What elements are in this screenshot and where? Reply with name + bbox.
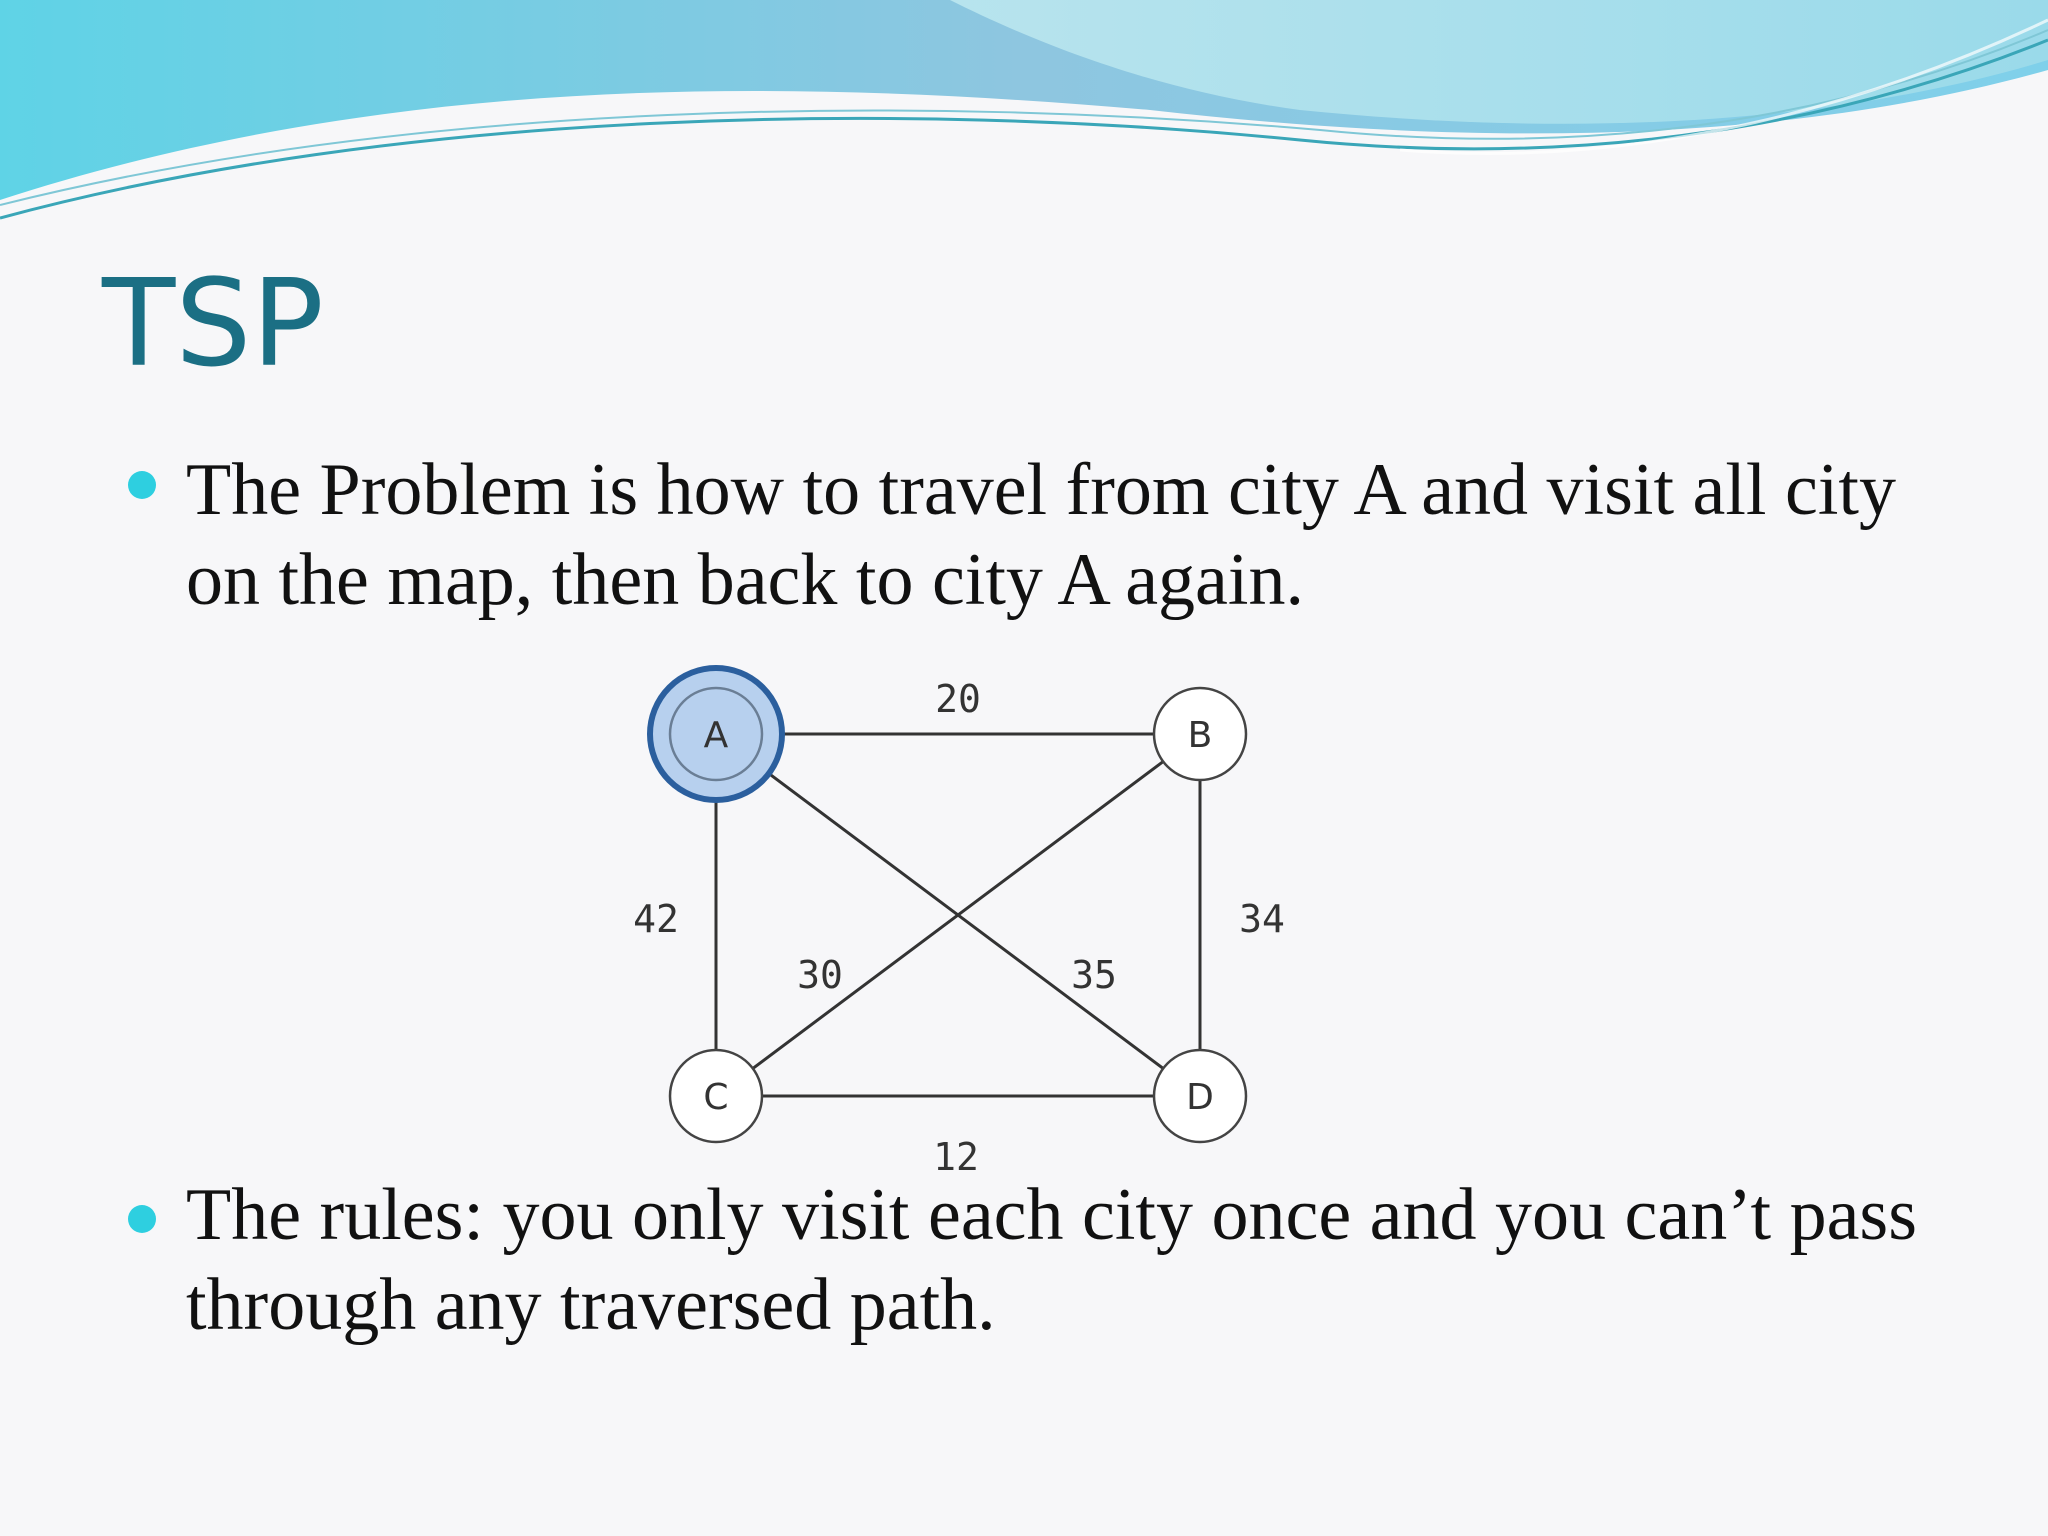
node-c: [670, 1050, 762, 1142]
graph-edges: [716, 734, 1200, 1096]
bullet-dot-icon: [128, 471, 156, 499]
edge-label-a-d: 35: [1071, 953, 1117, 997]
header-wave-decoration: [0, 0, 2048, 240]
bullet-text: The Problem is how to travel from city A and visit all city on the map, then back to city A again.: [186, 449, 1896, 621]
slide-title: TSP: [102, 255, 324, 394]
edge-label-a-c: 42: [633, 897, 679, 941]
node-label-c: C: [703, 1077, 729, 1118]
node-b: [1154, 688, 1246, 780]
node-a: [650, 668, 782, 800]
edge-label-c-b: 30: [797, 953, 843, 997]
node-label-d: D: [1186, 1077, 1214, 1118]
node-label-b: B: [1187, 715, 1213, 756]
node-d: [1154, 1050, 1246, 1142]
graph-nodes: [650, 668, 1246, 1142]
edge-label-c-d: 12: [933, 1135, 979, 1179]
bullet-dot-icon: [128, 1205, 156, 1233]
node-label-a: A: [703, 715, 729, 756]
bullet-text: The rules: you only visit each city once and you can’t pass through any traversed path.: [186, 1174, 1918, 1346]
tsp-graph: [620, 630, 1320, 1190]
edge-label-b-d: 34: [1239, 897, 1285, 941]
edge-label-a-b: 20: [935, 677, 981, 721]
